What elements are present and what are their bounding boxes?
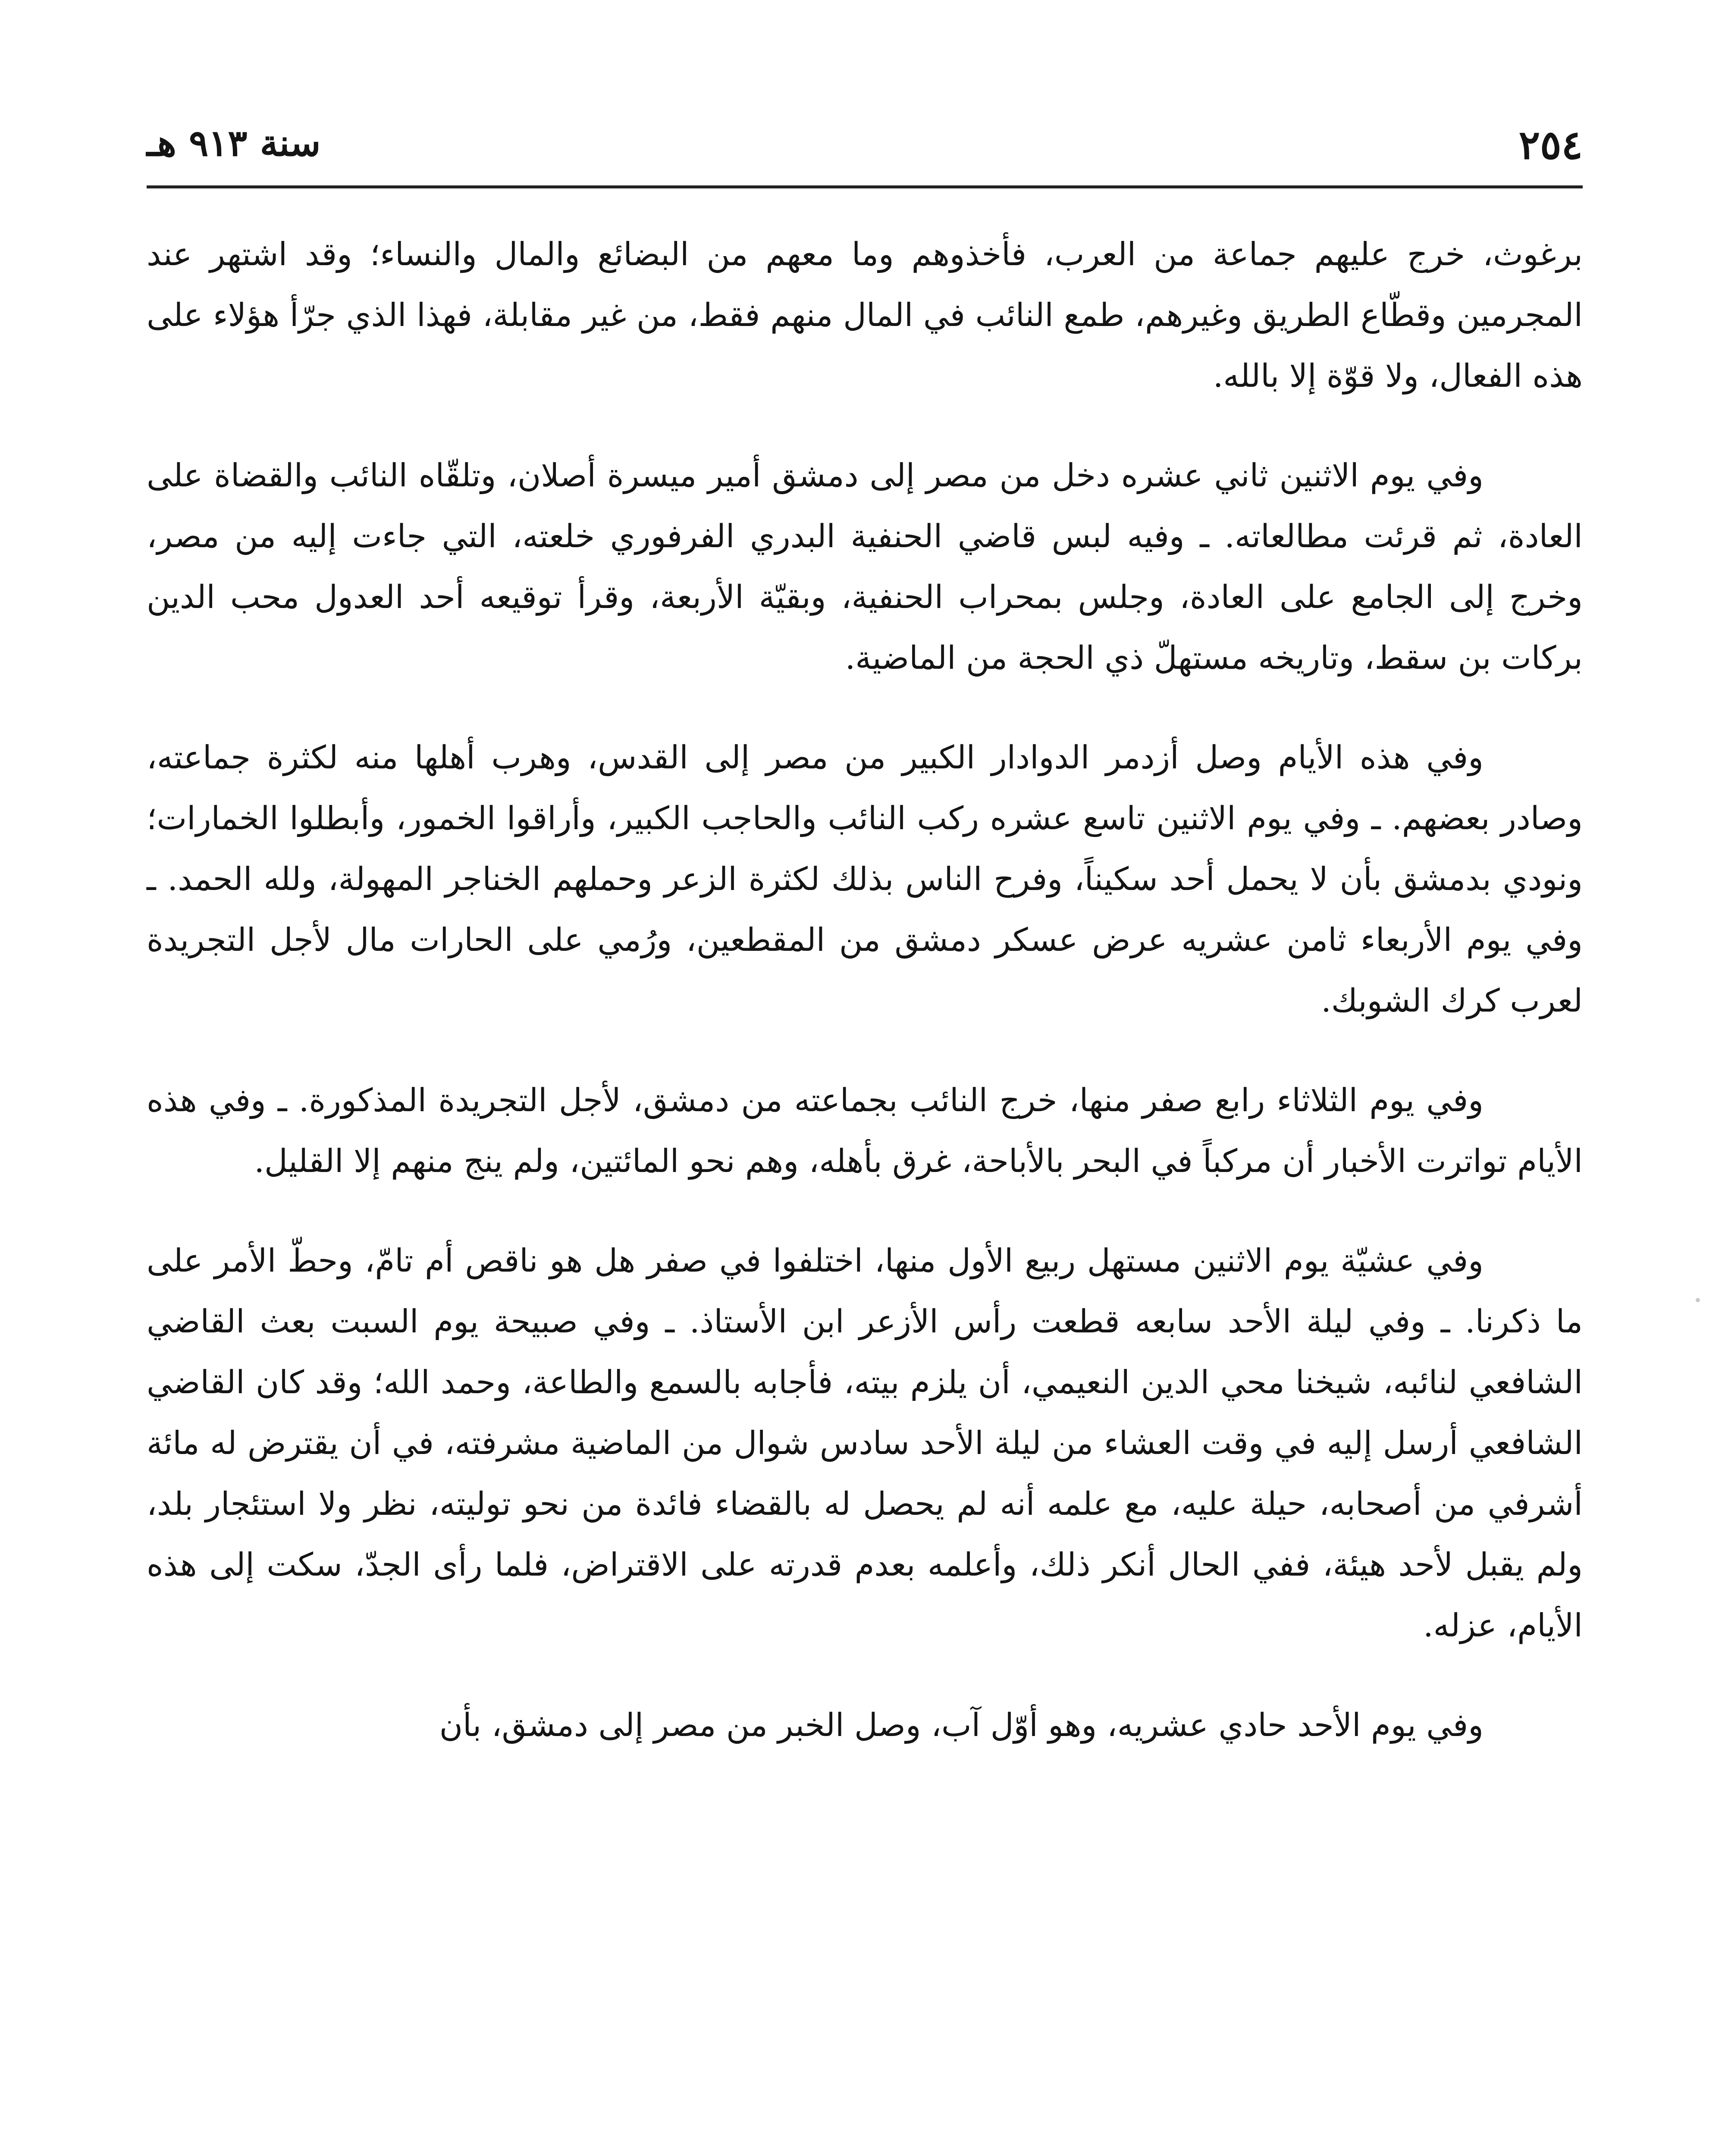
page-header: [147, 116, 1583, 181]
running-title: سنة ٩١٣ هـ: [147, 122, 321, 164]
paragraph-3: وفي هذه الأيام وصل أزدمر الدوادار الكبير من مصر إلى القدس، وهرب أهلها منه لكثرة جماعته، وصادر بعضهم. ـ وفي يوم الاثنين تاسع عشره ركب النائب والحاجب الكبير، وأراقوا الخمور، وأبطلوا الخمارات؛ ونودي بدمشق بأن لا يحمل أحد سكيناً، وفرح الناس بذلك لكثرة الزعر وحملهم الخناجر المهولة، ولله الحمد. ـ وفي يوم الأربعاء ثامن عشريه عرض عسكر دمشق من المقطعين، ورُمي على الحارات مال لأجل التجريدة لعرب كرك الشوبك.: [147, 739, 1583, 1019]
page-number: ٢٥٤: [1518, 122, 1583, 168]
paragraph-2: وفي يوم الاثنين ثاني عشره دخل من مصر إلى دمشق أمير ميسرة أصلان، وتلقّاه النائب والقضاة على العادة، ثم قرئت مطالعاته. ـ وفيه لبس قاضي الحنفية البدري الفرفوري خلعته، التي جاءت إليه من مصر، وخرج إلى الجامع على العادة، وجلس بمحراب الحنفية، وبقيّة الأربعة، وقرأ توقيعه أحد العدول محب الدين بركات بن سقط، وتاريخه مستهلّ ذي الحجة من الماضية.: [147, 457, 1583, 677]
paragraph-4: وفي يوم الثلاثاء رابع صفر منها، خرج النائب بجماعته من دمشق، لأجل التجريدة المذكورة. ـ وفي هذه الأيام تواترت الأخبار أن مركباً في البحر بالأباحة، غرق بأهله، وهم نحو المائتين، ولم ينج منهم إلا القليل.: [147, 1082, 1583, 1180]
body-text: [147, 224, 1583, 1795]
header-divider: [147, 185, 1583, 188]
paragraph-6: وفي يوم الأحد حادي عشريه، وهو أوّل آب، وصل الخبر من مصر إلى دمشق، بأن: [439, 1707, 1484, 1744]
paragraph-1: برغوث، خرج عليهم جماعة من العرب، فأخذوهم وما معهم من البضائع والمال والنساء؛ وقد اشتهر عند المجرمين وقطّاع الطريق وغيرهم، طمع النائب في المال منهم فقط، من غير مقابلة، فهذا الذي جرّأ هؤلاء على هذه الفعال، ولا قوّة إلا بالله.: [147, 236, 1583, 395]
paragraph-5: وفي عشيّة يوم الاثنين مستهل ربيع الأول منها، اختلفوا في صفر هل هو ناقص أم تامّ، وحطّ الأمر على ما ذكرنا. ـ وفي ليلة الأحد سابعه قطعت رأس الأزعر ابن الأستاذ. ـ وفي صبيحة يوم السبت بعث القاضي الشافعي لنائبه، شيخنا محي الدين النعيمي، أن يلزم بيته، فأجابه بالسمع والطاعة، وحمد الله؛ وقد كان القاضي الشافعي أرسل إليه في وقت العشاء من ليلة الأحد سادس شوال من الماضية مشرفته، في أن يقترض له مائة أشرفي من أصحابه، حيلة عليه، مع علمه أنه لم يحصل له بالقضاء فائدة من نحو توليته، نظر ولا استئجار بلد، ولم يقبل لأحد هيئة، ففي الحال أنكر ذلك، وأعلمه بعدم قدرته على الاقتراض، فلما رأى الجدّ، سكت إلى هذه الأيام، عزله.: [147, 1242, 1583, 1644]
margin-mark: [1696, 1298, 1700, 1302]
